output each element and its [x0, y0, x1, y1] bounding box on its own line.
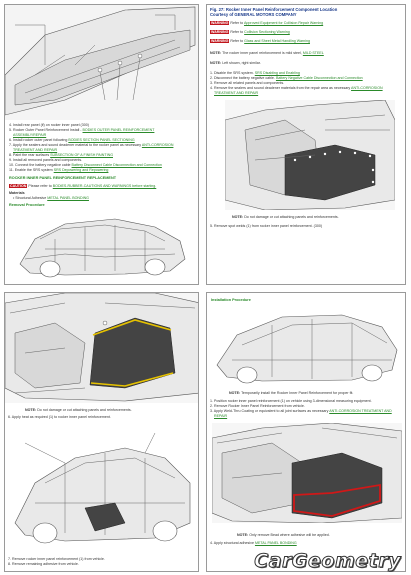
- step-3: 3. Remove all related panels and components.: [210, 81, 285, 85]
- link-metal-bonding[interactable]: METAL PANEL BONDING: [47, 196, 89, 200]
- link-metal-bonding-2[interactable]: METAL PANEL BONDING: [254, 541, 297, 545]
- spot-weld-illustration: [5, 293, 199, 403]
- install-illustration: [212, 305, 402, 385]
- step-1: 1. Disable the SRS system. SRS Disabling and Enabling: [210, 71, 300, 75]
- material-item: • Structural Adhesive METAL PANEL BONDING: [13, 196, 89, 200]
- link-srs[interactable]: SRS Depowering and Repowering: [53, 168, 109, 172]
- note: NOTE: Do not damage or cut attaching panels and reinforcements.: [25, 408, 132, 412]
- link-sectioning-warning[interactable]: Collision Sectioning Warning: [244, 30, 290, 34]
- step-7-cont[interactable]: TREATMENT AND REPAIR: [13, 148, 58, 152]
- rocker-panel-illustration: [5, 5, 199, 120]
- warning-badge: WARNING: [211, 21, 229, 25]
- step-7: 7. Remove rocker inner panel reinforcement (1) from vehicle.: [8, 557, 105, 561]
- link-handling-warning[interactable]: Glass and Sheet Metal Handling Warning: [244, 39, 310, 43]
- installation-label: Installation Procedure: [211, 298, 251, 302]
- link-anticorrosion[interactable]: ANTI-CORROSION: [141, 143, 174, 147]
- step-5: 5. Remove spot welds (1) from rocker inner panel reinforcement. (300): [210, 224, 323, 228]
- link-sectioning[interactable]: BODIES SECTION PANEL SECTIONING: [68, 138, 135, 142]
- step-4: 4. Apply structural adhesive METAL PANEL BONDING: [210, 541, 297, 545]
- removal-label: Removal Procedure: [9, 203, 45, 207]
- step-4-cont[interactable]: TREATMENT AND REPAIR: [214, 91, 259, 95]
- step-5-cont[interactable]: ASSEMBLY/REPAIR: [13, 133, 47, 137]
- materials-label: Materials: [9, 191, 25, 195]
- step-7: 7. Apply the sealers and sound deadener material to the rocker panel as necessary ANTI-CORROSION: [9, 143, 174, 147]
- manual-page-4: [206, 292, 406, 572]
- step-2: 2. Remove Rocker Inner Panel Reinforcement from vehicle.: [210, 404, 305, 408]
- caution-line: CAUTION Please refer to BODIES-RUBBER-CAUTIONS AND WARNINGS before starting.: [10, 184, 157, 188]
- warning-1: WARNING Refer to Approved Equipment for Collision Repair Warning: [211, 21, 324, 25]
- warning-2: WARNING Refer to Collision Sectioning Warning: [211, 30, 290, 34]
- caution-badge: CAUTION: [10, 184, 27, 188]
- step-10: 10. Connect the battery negative cable Battery Disconnect Cable Disconnection and Connection: [9, 163, 162, 167]
- step-8: 8. Paint the rear surfaces SUBSECTION OF A FINISH PAINTING: [9, 153, 113, 157]
- manual-page-1: [4, 4, 199, 285]
- adhesive-illustration: [212, 423, 402, 523]
- warning-badge: WARNING: [211, 39, 229, 43]
- link-anticorrosion-3[interactable]: ANTI-CORROSION TREATMENT AND: [329, 409, 392, 413]
- link-equipment-warning[interactable]: Approved Equipment for Collision Repair Warning: [243, 21, 324, 25]
- step-8: 8. Remove remaining adhesive from vehicle.: [8, 562, 79, 566]
- section-title: ROCKER INNER PANEL REINFORCEMENT REPLACEMENT: [9, 176, 117, 180]
- step-9: 9. Install all removed panels and components.: [9, 158, 83, 162]
- step-2: 2. Disconnect the battery negative cable. Battery Negative Cable Disconnection and Connection: [210, 76, 363, 80]
- link-painting[interactable]: SUBSECTION OF A FINISH PAINTING: [50, 153, 113, 157]
- step-5: 5. Rocker Outer Panel Reinforcement Install - BODIES OUTER PANEL REINFORCEMENT: [9, 128, 155, 132]
- step-4: 4. Remove the sealers and sound deadener materials from the repair area as necessary ANTI-CORROSION: [210, 86, 383, 90]
- step-6: 6. Apply heat as required (1) to rocker inner panel reinforcement.: [8, 415, 111, 419]
- figure-title: Fig. 27: Rocker Inner Panel Reinforcement Component Location: [210, 7, 338, 12]
- note-1: NOTE: The rocker inner panel reinforcement is mild steel, MILD STEEL: [210, 51, 324, 55]
- link-srs-disable[interactable]: SRS Disabling and Enabling: [254, 71, 300, 75]
- step-11: 11. Enable the SRS system SRS Depowering and Repowering: [9, 168, 109, 172]
- step-4: 4. Install rear panel (if) on rocker inner panel (300): [9, 123, 89, 127]
- note-2: NOTE: Left shown, right similar.: [210, 61, 261, 65]
- figure-courtesy: Courtesy of GENERAL MOTORS COMPANY: [210, 12, 297, 17]
- car-reinforcement-illustration: [5, 423, 199, 558]
- car-body-illustration: [5, 209, 199, 284]
- link-battery[interactable]: Battery Disconnect Cable Disconnection and Connection: [71, 163, 162, 167]
- note-2: NOTE: Only remove Bead where adhesive will be applied.: [237, 533, 330, 537]
- step-3: 3. Apply Weld-Thru Coating or equivalent to all joint surfaces as necessary ANTI-CORROSION TREATMENT AND: [210, 409, 392, 413]
- link-caution[interactable]: BODIES-RUBBER-CAUTIONS AND WARNINGS before starting.: [52, 184, 157, 188]
- manual-page-2: [206, 4, 406, 285]
- link-outer-panel[interactable]: BODIES OUTER PANEL REINFORCEMENT: [82, 128, 155, 132]
- step-3-cont[interactable]: REPAIR: [214, 414, 228, 418]
- step-6: 6. Install rocker outer panel following BODIES SECTION PANEL SECTIONING: [9, 138, 135, 142]
- link-battery-cable[interactable]: Battery Negative Cable Disconnection and Connection: [275, 76, 363, 80]
- link-anticorrosion-2[interactable]: ANTI-CORROSION: [351, 86, 383, 90]
- note: NOTE: Temporarily install the Rocker Inner Panel Reinforcement for proper fit.: [229, 391, 354, 395]
- manual-page-3: [4, 292, 199, 572]
- step-1: 1. Position rocker inner panel reinforcement (1) on vehicle using 3-dimensional measuring equipment.: [210, 399, 372, 403]
- link-mild-steel[interactable]: MILD STEEL: [302, 51, 324, 55]
- warning-3: WARNING Refer to Glass and Sheet Metal Handling Warning: [211, 39, 310, 43]
- inner-panel-illustration: [225, 100, 395, 210]
- watermark-logo: CarGeometry: [254, 550, 401, 572]
- warning-badge: WARNING: [211, 30, 229, 34]
- note-3: NOTE: Do not damage or cut attaching panels and reinforcements.: [232, 215, 339, 219]
